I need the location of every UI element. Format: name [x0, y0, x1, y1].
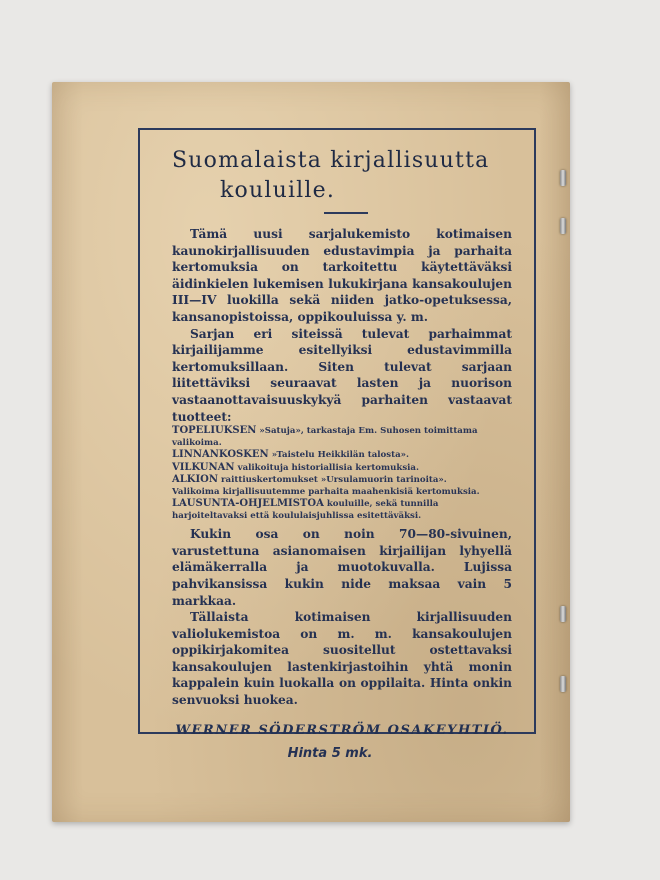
list-item: LAUSUNTA-OHJELMISTOA kouluille, sekä tunnilla harjoiteltavaksi että koululaisjuhlissa esitettäväksi. — [172, 498, 439, 521]
recommendation-paragraph: Tällaista kotimaisen kirjallisuuden valiolukemistoa on m. m. kansakoulujen oppikirjakomitea suositellut ostettavaksi kansakoulujen lastenkirjastoihin yhtä monin kappalein kuin luokalla on oppilaita. Hinta onkin senvuoksi huokea. — [172, 610, 512, 708]
cover-content — [172, 146, 512, 738]
series-paragraph: Sarjan eri siteissä tulevat parhaimmat kirjailijamme esitellyiksi edustavimmilla kertomuksillaan. Siten tulevat sarjaan liitettäviksi seuraavat lasten ja nuorison vastaanottavaisuuskykyä parhaiten vastaavat tuotteet: — [172, 326, 512, 424]
list-item: LINNANKOSKEN »Taistelu Heikkilän talosta». — [172, 449, 410, 461]
price-label: Hinta 5 mk. — [287, 746, 373, 761]
details-paragraph: Kukin osa on noin 70—80-sivuinen, varustettuna asianomaisen kirjailijan lyhyellä elämäkerralla ja muotokuvalla. Lujissa pahvikansissa kukin nide maksaa vain 5 markkaa. — [172, 527, 512, 608]
staple-icon — [560, 170, 566, 186]
publisher-name: WERNER SÖDERSTRÖM OSAKEYHTIÖ. — [175, 722, 509, 738]
list-item: ALKION raittiuskertomukset »Ursulamuorin tarinoita». — [172, 474, 447, 486]
list-item: Valikoima kirjallisuutemme parhaita maahenkisiä kertomuksia. — [172, 486, 480, 497]
title-line-2: kouluille. — [220, 178, 336, 203]
title-divider — [324, 212, 368, 214]
list-item: TOPELIUKSEN »Satuja», tarkastaja Em. Suhosen toimittama valikoima. — [172, 425, 478, 448]
staple-icon — [560, 676, 566, 692]
staple-icon — [560, 606, 566, 622]
works-list — [172, 425, 512, 522]
intro-paragraph: Tämä uusi sarjalukemisto kotimaisen kaunokirjallisuuden edustavimpia ja parhaita kertomuksia on tarkoitettu käytettäväksi äidinkielen lukemisen lukukirjana kansakoulujen III—IV luokilla sekä niiden jatko-opetuksessa, kansanopistoissa, oppikouluissa y. m. — [172, 227, 512, 324]
staple-icon — [560, 218, 566, 234]
title-line-1: Suomalaista kirjallisuutta — [172, 148, 490, 173]
list-item: VILKUNAN valikoituja historiallisia kertomuksia. — [172, 461, 419, 473]
cover-title — [172, 146, 512, 206]
